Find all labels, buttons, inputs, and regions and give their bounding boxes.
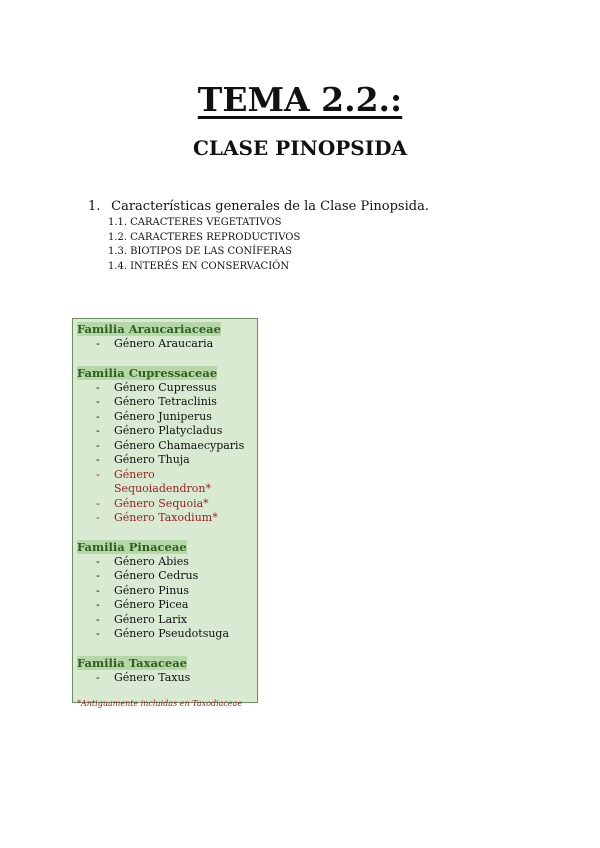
genus-item: [77, 671, 253, 686]
list-dash: -: [96, 424, 100, 437]
genus-item: [77, 613, 253, 628]
genus-item: [77, 337, 253, 352]
list-dash: -: [96, 569, 100, 582]
family-group: [77, 540, 253, 642]
family-heading: [77, 322, 253, 337]
list-dash: -: [96, 438, 100, 452]
genus-item: [77, 439, 253, 454]
genus-name: Género Abies: [114, 554, 189, 568]
page-subtitle: CLASE PINOPSIDA: [193, 136, 407, 160]
genus-name: Género Cupressus: [114, 380, 217, 394]
genus-name: Género Larix: [114, 612, 188, 626]
genus-name: Género Picea: [114, 598, 189, 611]
family-heading: [77, 366, 253, 381]
list-dash: -: [96, 395, 100, 408]
genus-item: [77, 424, 253, 439]
family-group: [77, 322, 253, 352]
genus-item: [77, 410, 253, 425]
outline-sub-item: [108, 260, 429, 275]
genus-name: Género Pseudotsuga: [114, 627, 230, 640]
genus-item: [77, 627, 253, 642]
outline-sub-text: INTERÉS EN CONSERVACIÓN: [130, 260, 290, 272]
genus-item: [77, 453, 253, 468]
list-dash: -: [96, 583, 100, 597]
genus-item: [77, 511, 253, 526]
outline-sub-item: [108, 231, 429, 246]
list-dash: -: [96, 598, 100, 611]
outline-sub-number: 1.2.: [108, 231, 128, 243]
genus-name: Género Thuja: [114, 453, 190, 466]
outline-main-item: [88, 198, 429, 216]
list-dash: -: [96, 467, 100, 481]
genus-name: Género Sequoiadendron*: [114, 467, 212, 495]
genus-name: Género Tetraclinis: [114, 395, 217, 408]
genus-name: Género Cedrus: [114, 569, 199, 582]
list-dash: -: [96, 612, 100, 626]
outline-sub-number: 1.4.: [108, 260, 128, 272]
genus-name: Género Taxodium*: [114, 511, 218, 524]
outline-sub-number: 1.1.: [108, 217, 128, 228]
list-dash: -: [96, 670, 100, 684]
footnote: *Antiguamente incluidas en Taxodiaceae: [77, 699, 243, 708]
genus-name: Género Sequoia*: [114, 496, 209, 510]
family-name: Familia Cupressaceae: [77, 365, 218, 380]
genus-name: Género Platycladus: [114, 424, 223, 437]
genus-name: Género Chamaecyparis: [114, 438, 245, 452]
outline-sub-number: 1.3.: [108, 246, 128, 257]
genus-item: [77, 584, 253, 599]
list-dash: -: [96, 453, 100, 466]
outline-sub-item: [108, 216, 429, 231]
list-dash: -: [96, 511, 100, 524]
list-dash: -: [96, 380, 100, 394]
list-dash: -: [96, 627, 100, 640]
outline-list: [88, 198, 429, 274]
family-name: Familia Taxaceae: [77, 655, 188, 670]
family-group: [77, 366, 253, 526]
genus-name: Género Araucaria: [114, 337, 214, 350]
outline-sub-text: CARACTERES REPRODUCTIVOS: [130, 231, 301, 243]
family-heading: [77, 540, 253, 555]
family-heading: [77, 656, 253, 671]
list-dash: -: [96, 496, 100, 510]
genus-item: [77, 555, 253, 570]
page-title: TEMA 2.2.:: [197, 80, 403, 119]
outline-sub-list: [108, 216, 429, 274]
list-dash: -: [96, 337, 100, 350]
genus-item: [77, 395, 253, 410]
family-name: Familia Araucariaceae: [77, 322, 221, 336]
list-dash: -: [96, 554, 100, 568]
family-name: Familia Pinaceae: [77, 539, 187, 554]
family-group: [77, 656, 253, 686]
outline-sub-item: [108, 245, 429, 260]
genus-item: [77, 497, 253, 512]
list-dash: -: [96, 409, 100, 423]
family-box: [72, 318, 258, 708]
genus-name: Género Taxus: [114, 670, 191, 684]
outline-sub-text: BIOTIPOS DE LAS CONÍFERAS: [130, 246, 292, 257]
genus-item: [77, 569, 253, 584]
genus-name: Género Juniperus: [114, 409, 212, 423]
genus-item: [77, 598, 253, 613]
genus-item: [77, 381, 253, 396]
genus-name: Género Pinus: [114, 583, 190, 597]
outline-main-number: 1.: [88, 199, 101, 214]
outline-sub-text: CARACTERES VEGETATIVOS: [130, 217, 282, 228]
outline-main-text: Características generales de la Clase Pinopsida.: [111, 199, 429, 214]
genus-item: [77, 468, 253, 497]
